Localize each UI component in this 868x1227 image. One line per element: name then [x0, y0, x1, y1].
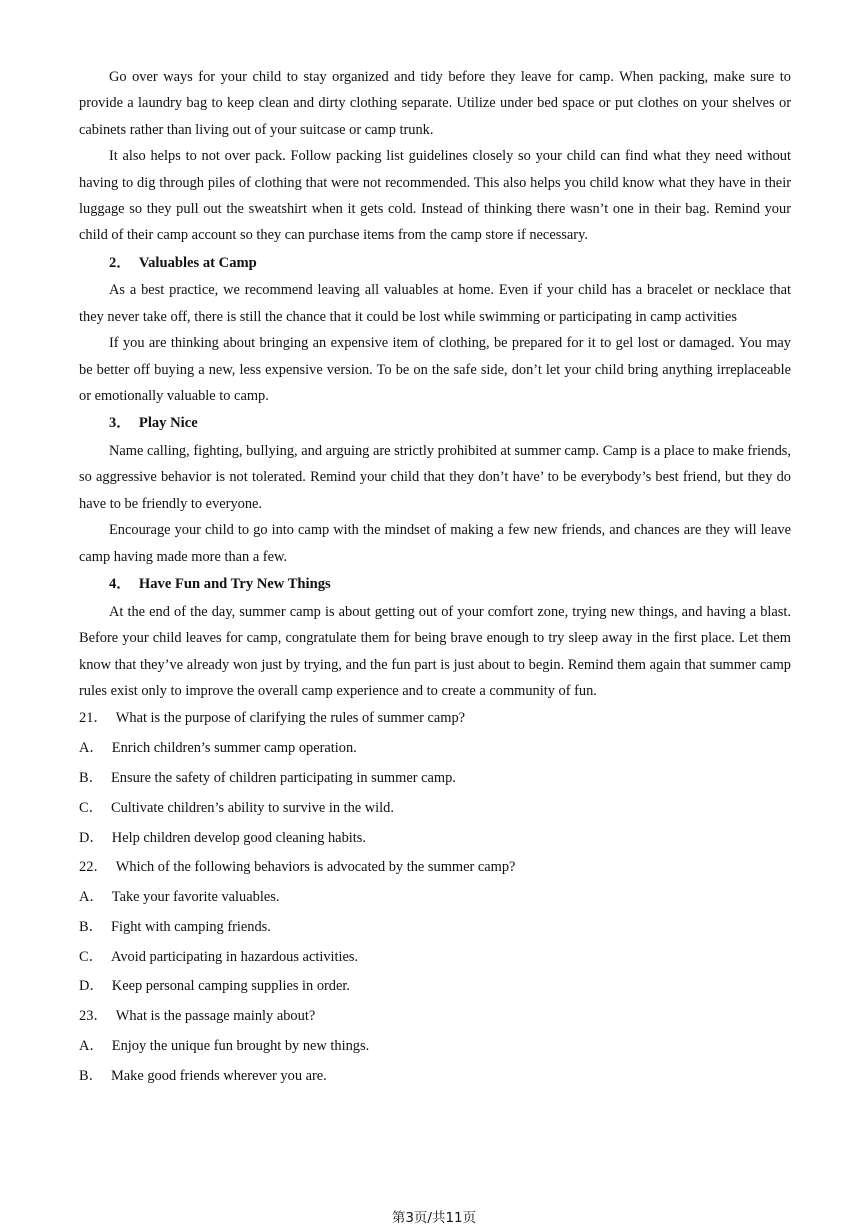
question-stem [79, 853, 791, 883]
option-text: Enjoy the unique fun brought by new things. [111, 1038, 370, 1055]
option-text: Enrich children’s summer camp operation. [111, 740, 357, 757]
section-title: Play Nice [138, 415, 198, 432]
answer-option [79, 764, 791, 794]
section-valuables-at-camp [79, 249, 791, 410]
section-heading [79, 409, 791, 438]
answer-option [79, 824, 791, 854]
option-text: Ensure the safety of children participating in summer camp. [111, 769, 456, 786]
section-paragraph: At the end of the day, summer camp is about getting out of your comfort zone, trying new things, and having a blast. Before your child leaves for camp, congratulate them for being brave enough to try sleep away in the first place. Let them know that they’ve already won just by trying, and the fun part is just about to begin. Remind them again that summer camp rules exist only to improve the overall camp experience and to create a community of fun. [79, 603, 791, 699]
section-have-fun [79, 570, 791, 704]
option-letter: B． [79, 918, 103, 935]
option-text: Fight with camping friends. [111, 918, 271, 935]
question-number: 23． [79, 1008, 108, 1025]
answer-option [79, 794, 791, 824]
section-heading [79, 570, 791, 599]
question-22 [79, 853, 791, 1002]
answer-option [79, 1062, 791, 1092]
section-number: 4． [109, 576, 131, 593]
section-play-nice [79, 409, 791, 570]
section-paragraph: Encourage your child to go into camp with the mindset of making a few new friends, and chances are they will leave camp having made more than a few. [79, 522, 791, 565]
document-page [79, 64, 791, 1092]
section-title: Valuables at Camp [138, 254, 257, 271]
option-letter: A． [79, 740, 104, 757]
answer-option [79, 972, 791, 1002]
question-text: Which of the following behaviors is advocated by the summer camp? [115, 859, 516, 876]
question-23 [79, 1002, 791, 1091]
question-stem [79, 704, 791, 734]
page-number-footer: 第3页/共11页 [391, 1210, 477, 1226]
question-text: What is the passage mainly about? [115, 1008, 316, 1025]
question-stem [79, 1002, 791, 1032]
section-number: 3． [109, 415, 131, 432]
option-letter: D． [79, 978, 104, 995]
section-number: 2． [109, 254, 131, 271]
option-letter: D． [79, 829, 104, 846]
option-text: Cultivate children’s ability to survive in the wild. [111, 799, 394, 816]
option-text: Take your favorite valuables. [111, 889, 280, 906]
option-letter: A． [79, 1038, 104, 1055]
option-letter: A． [79, 889, 104, 906]
section-paragraph: Name calling, fighting, bullying, and arguing are strictly prohibited at summer camp. Camp is a place to make friends, so aggressive behavior is not tolerated. Remind your child that they don’t have’ to be everybody’s best friend, but they do have to be friendly to everyone. [79, 443, 791, 512]
option-text: Keep personal camping supplies in order. [111, 978, 350, 995]
answer-option [79, 1032, 791, 1062]
intro-paragraph-2: It also helps to not over pack. Follow packing list guidelines closely so your child can find what they need without having to dig through piles of clothing that were not recommended. This also helps you child know what they have in their luggage so they pull out the sweatshirt when it gets cold. Instead of thinking there wasn’t one in their bag. Remind your child of their camp account so they can purchase items from the camp store if necessary. [79, 148, 791, 244]
question-number: 21． [79, 710, 108, 727]
option-text: Help children develop good cleaning habits. [111, 829, 366, 846]
section-heading [79, 249, 791, 278]
option-letter: C． [79, 799, 103, 816]
section-title: Have Fun and Try New Things [138, 576, 331, 593]
option-letter: B． [79, 769, 103, 786]
question-21 [79, 704, 791, 853]
answer-option [79, 734, 791, 764]
question-text: What is the purpose of clarifying the rules of summer camp? [115, 710, 466, 727]
answer-option [79, 943, 791, 973]
option-text: Make good friends wherever you are. [111, 1067, 327, 1084]
option-letter: B． [79, 1067, 103, 1084]
option-text: Avoid participating in hazardous activities. [111, 948, 359, 965]
answer-option [79, 883, 791, 913]
answer-option [79, 913, 791, 943]
intro-paragraph-1: Go over ways for your child to stay organized and tidy before they leave for camp. When packing, make sure to provide a laundry bag to keep clean and dirty clothing separate. Utilize under bed space or put clothes on your shelves or cabinets rather than living out of your suitcase or camp trunk. [79, 69, 791, 138]
option-letter: C． [79, 948, 103, 965]
section-paragraph: As a best practice, we recommend leaving all valuables at home. Even if your child has a bracelet or necklace that they never take off, there is still the chance that it could be lost while swimming or participating in camp activities [79, 282, 791, 325]
section-paragraph: If you are thinking about bringing an expensive item of clothing, be prepared for it to gel lost or damaged. You may be better off buying a new, less expensive version. To be on the safe side, don’t let your child bring anything irreplaceable or emotionally valuable to camp. [79, 335, 791, 405]
question-number: 22． [79, 859, 108, 876]
